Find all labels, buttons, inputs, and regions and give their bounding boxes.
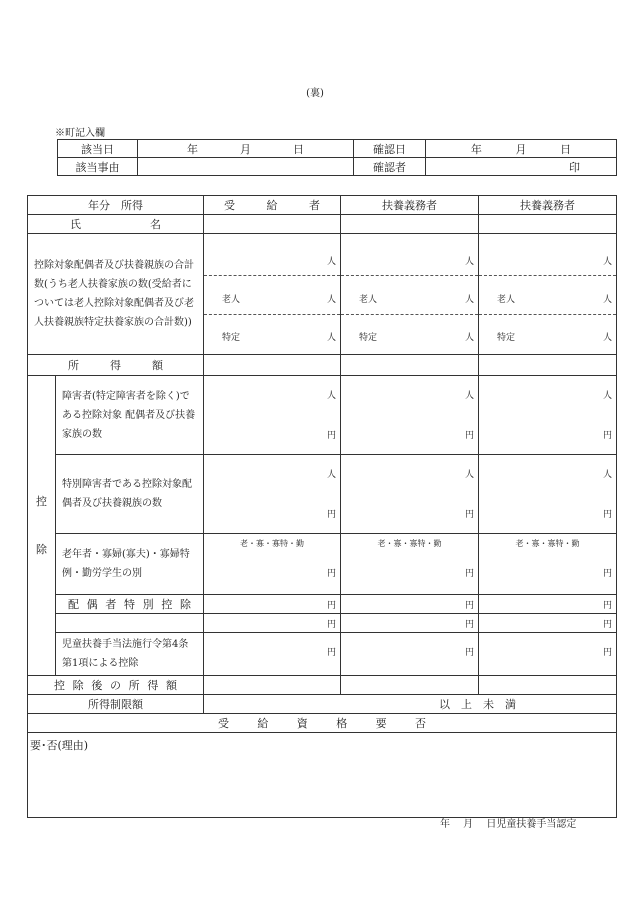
applicable-date-field[interactable]: [138, 140, 354, 158]
specific-label: 特定: [222, 333, 241, 343]
elderly-label: 老人: [222, 295, 241, 305]
dependent1-name-field[interactable]: [341, 215, 479, 234]
dashed-divider: [204, 275, 340, 276]
dependent-header-1: 扶養義務者: [341, 196, 479, 215]
dependent2-elderly-widow-cell[interactable]: [479, 534, 617, 595]
yen-unit: 円: [602, 648, 612, 658]
year-label: 年: [187, 142, 198, 156]
eligibility-header: 受 給 資 格 要 否: [28, 714, 617, 733]
recipient-header: 受 給 者: [204, 196, 341, 215]
seal-label: 印: [569, 160, 580, 174]
dependent2-count-cell[interactable]: [479, 234, 617, 355]
category-options: 老・寡・寡特・勤: [377, 539, 442, 548]
dashed-divider: [341, 275, 478, 276]
dependent1-income-field[interactable]: [341, 355, 479, 376]
recipient-special-disabled-cell[interactable]: [204, 455, 341, 534]
dependent2-special-disabled-cell[interactable]: [479, 455, 617, 534]
person-unit: 人: [602, 470, 612, 480]
yen-unit: 円: [602, 510, 612, 520]
elderly-label: 老人: [359, 295, 378, 305]
dependent1-child-support-cell[interactable]: [341, 633, 479, 676]
day-label: 日: [560, 142, 572, 156]
dependent1-blank-cell[interactable]: [341, 614, 479, 633]
dependent1-elderly-widow-cell[interactable]: [341, 534, 479, 595]
yen-unit: 円: [602, 431, 612, 441]
person-unit: 人: [602, 295, 612, 305]
dependent1-special-disabled-cell[interactable]: [341, 455, 479, 534]
dependent2-name-field[interactable]: [479, 215, 617, 234]
person-unit: 人: [326, 295, 336, 305]
elderly-label: 老人: [497, 295, 516, 305]
person-unit: 人: [464, 470, 474, 480]
person-unit: 人: [464, 391, 474, 401]
person-unit: 人: [326, 257, 336, 267]
yen-unit: 円: [326, 620, 336, 630]
after-deduction-label: 控除後の所得額: [28, 676, 204, 695]
specific-label: 特定: [359, 333, 378, 343]
town-entry-table: [57, 139, 617, 176]
recipient-count-cell[interactable]: [204, 234, 341, 355]
specific-label: 特定: [497, 333, 516, 343]
yen-unit: 円: [326, 648, 336, 658]
month-label: 月: [515, 142, 527, 156]
yen-unit: 円: [326, 601, 336, 611]
town-entry-note: ※町記入欄: [55, 128, 105, 139]
year-label: 年: [470, 142, 482, 156]
recipient-after-deduction-field[interactable]: [204, 676, 341, 695]
yen-unit: 円: [464, 569, 474, 579]
dependent1-disabled-cell[interactable]: [341, 376, 479, 455]
dependent2-blank-cell[interactable]: [479, 614, 617, 633]
elderly-widow-label: 老年者・寡婦(寡夫)・寡婦特例・勤労学生の別: [56, 534, 204, 595]
dashed-divider: [479, 275, 616, 276]
disabled-dependents-label: 障害者(特定障害者を除く)である控除対象 配偶者及び扶養家族の数: [56, 376, 204, 455]
recipient-income-field[interactable]: [204, 355, 341, 376]
yen-unit: 円: [326, 510, 336, 520]
yen-unit: 円: [326, 569, 336, 579]
dependent2-disabled-cell[interactable]: [479, 376, 617, 455]
certification-date-line: 年 月 日児童扶養手当認定: [440, 819, 577, 830]
dependent2-spouse-special-cell[interactable]: [479, 595, 617, 614]
blank-deduction-label: [56, 614, 204, 633]
dependent2-after-deduction-field[interactable]: [479, 676, 617, 695]
category-options: 老・寡・寡特・勤: [240, 539, 304, 548]
yen-unit: 円: [464, 431, 474, 441]
deduction-char-2: 除: [36, 542, 47, 556]
person-unit: 人: [602, 257, 612, 267]
dependent-header-2: 扶養義務者: [479, 196, 617, 215]
year-income-header: 年分 所得: [28, 196, 204, 215]
person-unit: 人: [464, 295, 474, 305]
applicable-reason-label: 該当事由: [58, 158, 138, 176]
day-label: 日: [293, 142, 304, 156]
income-table: [27, 195, 617, 818]
approval-reason-label: 要･否(理由): [30, 739, 89, 752]
deduction-vertical-label: [28, 376, 56, 676]
confirm-date-field[interactable]: [426, 140, 617, 158]
recipient-blank-cell[interactable]: [204, 614, 341, 633]
dependent2-income-field[interactable]: [479, 355, 617, 376]
dashed-divider: [479, 314, 616, 315]
yen-unit: 円: [602, 620, 612, 630]
deduction-char-1: 控: [36, 494, 47, 508]
spouse-special-deduction-label: 配偶者特別控除: [56, 595, 204, 614]
yen-unit: 円: [464, 601, 474, 611]
name-label: 氏 名: [28, 215, 204, 234]
person-unit: 人: [602, 391, 612, 401]
applicable-reason-field[interactable]: [138, 158, 354, 176]
confirmer-label: 確認者: [354, 158, 426, 176]
dependent1-count-cell[interactable]: [341, 234, 479, 355]
month-label: 月: [240, 142, 251, 156]
income-limit-label: 所得制限額: [28, 695, 204, 714]
dependent1-after-deduction-field[interactable]: [341, 676, 479, 695]
category-options: 老・寡・寡特・勤: [515, 539, 580, 548]
recipient-disabled-cell[interactable]: [204, 376, 341, 455]
approval-reason-field[interactable]: [28, 733, 617, 818]
recipient-elderly-widow-cell[interactable]: [204, 534, 341, 595]
confirm-date-label: 確認日: [354, 140, 426, 158]
recipient-child-support-cell[interactable]: [204, 633, 341, 676]
income-limit-range: 以 上 未 満: [204, 695, 617, 714]
applicable-date-label: 該当日: [58, 140, 138, 158]
dependent-count-label: 控除対象配偶者及び扶養親族の合計数(うち老人扶養家族の数(受給者については老人控除対象配偶者及び老人扶養親族特定扶養家族の合計数)): [28, 234, 204, 355]
person-unit: 人: [326, 391, 336, 401]
person-unit: 人: [464, 333, 474, 343]
yen-unit: 円: [326, 431, 336, 441]
yen-unit: 円: [602, 601, 612, 611]
person-unit: 人: [326, 333, 336, 343]
yen-unit: 円: [464, 648, 474, 658]
child-support-deduction-label: 児童扶養手当法施行令第4条第1項による控除: [56, 633, 204, 676]
dashed-divider: [341, 314, 478, 315]
page-side-label: (裏): [306, 88, 324, 99]
dependent2-child-support-cell[interactable]: [479, 633, 617, 676]
recipient-name-field[interactable]: [204, 215, 341, 234]
income-label: 所 得 額: [28, 355, 204, 376]
yen-unit: 円: [464, 620, 474, 630]
confirmer-field[interactable]: [426, 158, 617, 176]
person-unit: 人: [464, 257, 474, 267]
dashed-divider: [204, 314, 340, 315]
special-disabled-label: 特別障害者である控除対象配偶者及び扶養親族の数: [56, 455, 204, 534]
person-unit: 人: [602, 333, 612, 343]
recipient-spouse-special-cell[interactable]: [204, 595, 341, 614]
dependent1-spouse-special-cell[interactable]: [341, 595, 479, 614]
yen-unit: 円: [602, 569, 612, 579]
yen-unit: 円: [464, 510, 474, 520]
person-unit: 人: [326, 470, 336, 480]
